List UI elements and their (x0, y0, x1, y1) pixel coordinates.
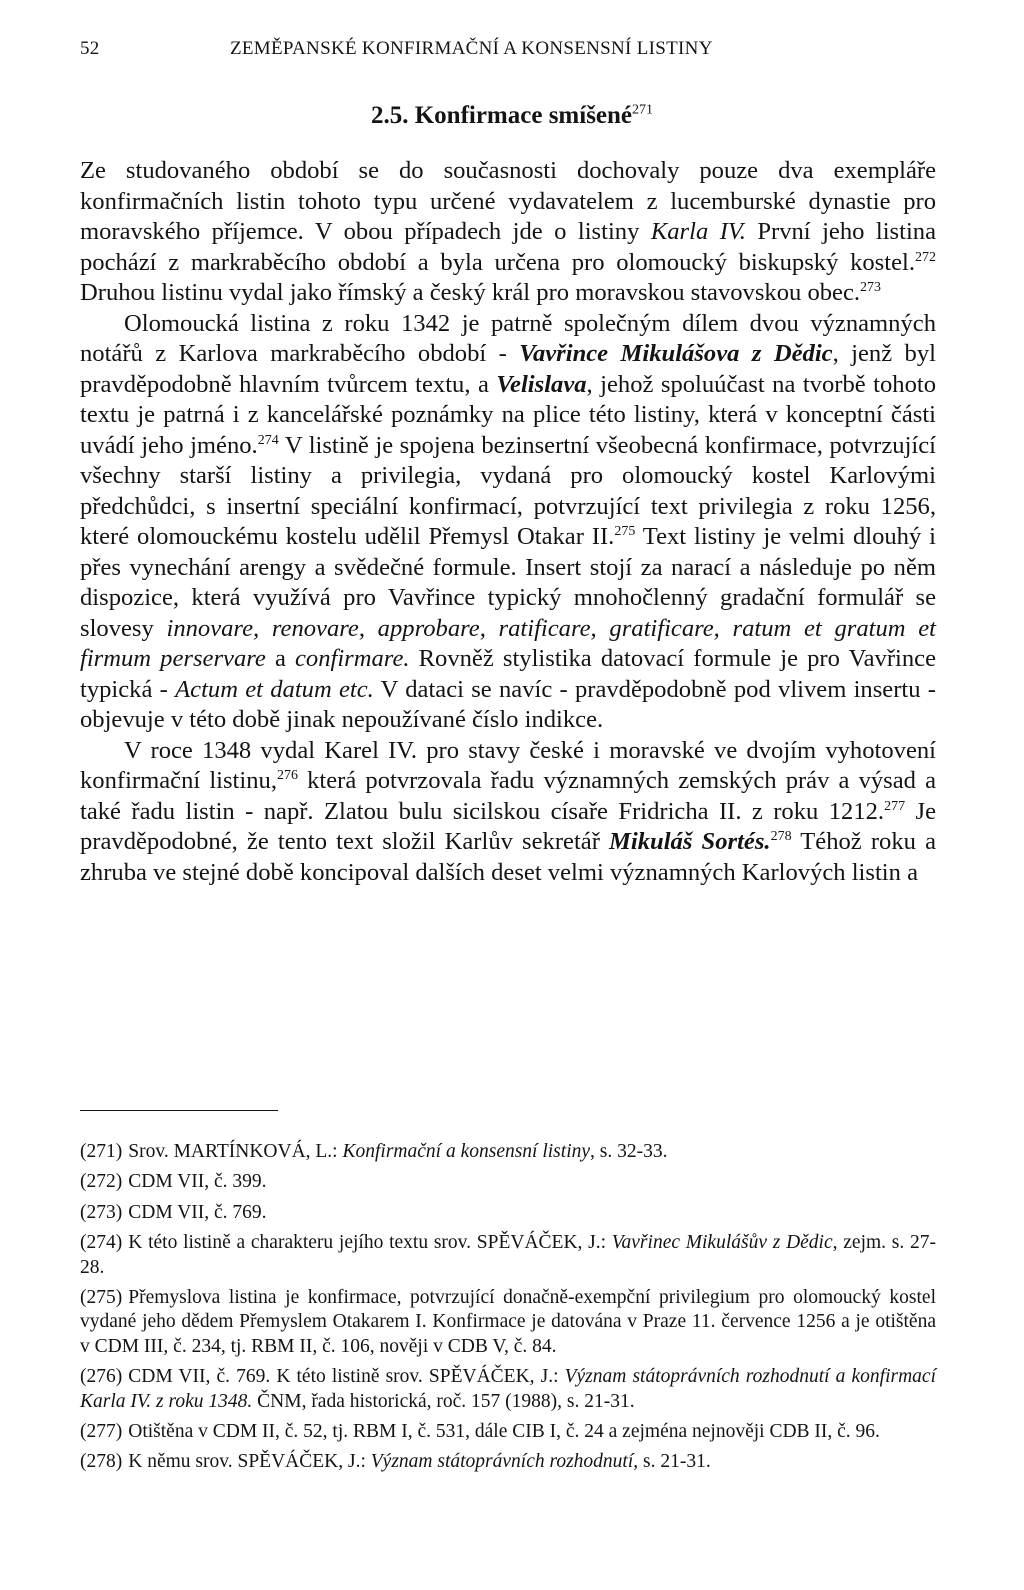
footnote-number: (271) (80, 1141, 123, 1162)
text-run: Rovněž stylistika datovací formule je pro Vavřince typická - (80, 645, 936, 703)
section-title: 2.5. Konfirmace smíšené (370, 102, 633, 129)
footnote-274 (80, 1231, 936, 1280)
running-title: ZEMĚPANSKÉ KONFIRMAČNÍ A KONSENSNÍ LISTINY (230, 38, 713, 59)
latin-run: innovare, renovare, approbare, ratificare, gratificare, ratum et gratum et firmum perservare (80, 614, 936, 672)
footnote-276 (80, 1365, 936, 1414)
paragraph-1 (80, 156, 936, 309)
text-run: Téhož roku a zhruba ve stejné době koncipoval dalších deset velmi významných Karlových listin a (80, 828, 936, 886)
footnote-divider (80, 1110, 278, 1111)
footnote-number: (275) (80, 1287, 123, 1309)
footnote-text: K němu srov. SPĚVÁČEK, J.: (128, 1451, 371, 1473)
footnote-272 (80, 1170, 936, 1194)
latin-run: Actum et datum etc. (175, 675, 374, 703)
footnote-text: , s. 32-33. (590, 1141, 668, 1162)
footnote-ref[interactable]: 278 (770, 828, 792, 844)
footnote-title: Vavřinec Mikulášův z Dědic (611, 1232, 833, 1254)
text-run: V dataci se navíc - pravděpodobně pod vlivem insertu - objevuje v této době jinak nepoužívané číslo indikce. (80, 675, 936, 733)
name-run: Velislava (496, 370, 587, 398)
text-run: a (265, 645, 295, 672)
footnote-number: (274) (80, 1232, 123, 1254)
footnote-title: Konfirmační a konsensní listiny (342, 1141, 591, 1162)
footnote-title: Význam státoprávních rozhodnutí a konfirmací Karla IV. z roku 1348. (80, 1366, 936, 1412)
footnote-277 (80, 1420, 936, 1444)
paragraph-2 (80, 309, 936, 736)
footnote-ref[interactable]: 272 (915, 249, 936, 265)
footnote-ref[interactable]: 275 (614, 523, 636, 539)
footnote-text: , s. 21-31. (633, 1451, 711, 1473)
text-run: Je pravděpodobné, že tento text složil Karlův sekretář (80, 797, 936, 855)
paragraph-3 (80, 736, 936, 889)
name-run: Vavřince Mikulášova z Dědic (519, 340, 833, 367)
footnote-text: CDM VII, č. 769. K této listině srov. SPĚVÁČEK, J.: (128, 1366, 565, 1388)
footnote-271 (80, 1140, 936, 1164)
footnote-ref[interactable]: 277 (884, 798, 906, 814)
page-number: 52 (80, 38, 100, 59)
footnote-text: Srov. MARTÍNKOVÁ, L.: (128, 1141, 343, 1162)
footnote-273 (80, 1201, 936, 1225)
text-run: V listině je spojena bezinsertní všeobecná konfirmace, potvrzující všechny starší listiny a privilegia, vydaná pro olomoucký kostel Karlovými předchůdci, s insertní speciální konfirmací, potvrzující text privilegia z roku 1256, které olomouckému kostelu udělil Přemysl Otakar II. (80, 431, 936, 550)
text-run: První jeho listina pochází z markraběcího období a byla určena pro olomoucký biskupský kostel. (80, 218, 936, 276)
footnote-275 (80, 1286, 936, 1359)
footnote-number: (277) (80, 1421, 123, 1443)
text-run: , jenž byl pravděpodobně hlavním tvůrcem textu, a (80, 340, 936, 398)
name-run: Karla IV. (650, 218, 746, 245)
footnote-number: (273) (80, 1201, 123, 1223)
footnote-text: CDM VII, č. 399. (128, 1171, 267, 1193)
footnote-text: Otištěna v CDM II, č. 52, tj. RBM I, č. 531, dále CIB I, č. 24 a zejména nejnověji CDB II, č. 96. (128, 1421, 880, 1443)
footnote-ref[interactable]: 271 (632, 102, 654, 118)
footnote-text: ČNM, řada historická, roč. 157 (1988), s. 21-31. (252, 1390, 635, 1412)
footnote-ref[interactable]: 273 (860, 279, 882, 295)
footnote-278 (80, 1450, 936, 1474)
section-heading (0, 102, 1024, 130)
text-run: Ze studovaného období se do současnosti dochovaly pouze dva exempláře konfirmačních listin tohoto typu určené vydavatelem z lucemburské dynastie pro moravského příjemce. V obou případech jde o listiny (80, 157, 936, 245)
text-run: Text listiny je velmi dlouhý i přes vynechání arengy a svědečné formule. Insert stojí za narací a následuje po něm dispozice, která využívá pro Vavřince typický mnohočlenný gradační formulář se slovesy (80, 523, 936, 642)
text-run: Olomoucká listina z roku 1342 je patrně společným dílem dvou významných notářů z Karlova markraběcího období - (80, 309, 936, 367)
body-text (80, 156, 936, 888)
name-run: Mikuláš Sortés. (609, 828, 771, 855)
text-run: Druhou listinu vydal jako římský a český král pro moravskou stavovskou obec. (80, 279, 861, 306)
footnote-text: , zejm. s. 27-28. (80, 1232, 936, 1278)
footnote-text: Přemyslova listina je konfirmace, potvrzující donačně-exempční privilegium pro olomoucký kostel vydané jeho dědem Přemyslem Otakarem I. Konfirmace je datována v Praze 11. července 1256 a je otištěna v CDM III, č. 234, tj. RBM II, č. 106, nověji v CDB V, č. 84. (80, 1287, 936, 1357)
text-run: V roce 1348 vydal Karel IV. pro stavy české i moravské ve dvojím vyhotovení konfirmační listinu, (80, 736, 936, 794)
footnotes (80, 1140, 936, 1481)
footnote-ref[interactable]: 276 (276, 767, 298, 783)
footnote-text: CDM VII, č. 769. (128, 1201, 267, 1223)
footnote-number: (272) (80, 1171, 123, 1193)
footnote-text: K této listině a charakteru jejího textu srov. SPĚVÁČEK, J.: (128, 1232, 612, 1254)
latin-run: confirmare. (294, 645, 410, 672)
footnote-ref[interactable]: 274 (257, 432, 279, 448)
footnote-title: Význam státoprávních rozhodnutí (370, 1451, 634, 1473)
footnote-number: (276) (80, 1366, 123, 1388)
footnote-number: (278) (80, 1451, 123, 1473)
text-run: , jehož spoluúčast na tvorbě tohoto textu je patrná i z kancelářské poznámky na plice této listiny, která v konceptní části uvádí jeho jméno. (80, 370, 936, 459)
text-run: která potvrzovala řadu významných zemských práv a výsad a také řadu listin - např. Zlatou bulu sicilskou císaře Fridricha II. z roku 1212. (80, 767, 936, 825)
